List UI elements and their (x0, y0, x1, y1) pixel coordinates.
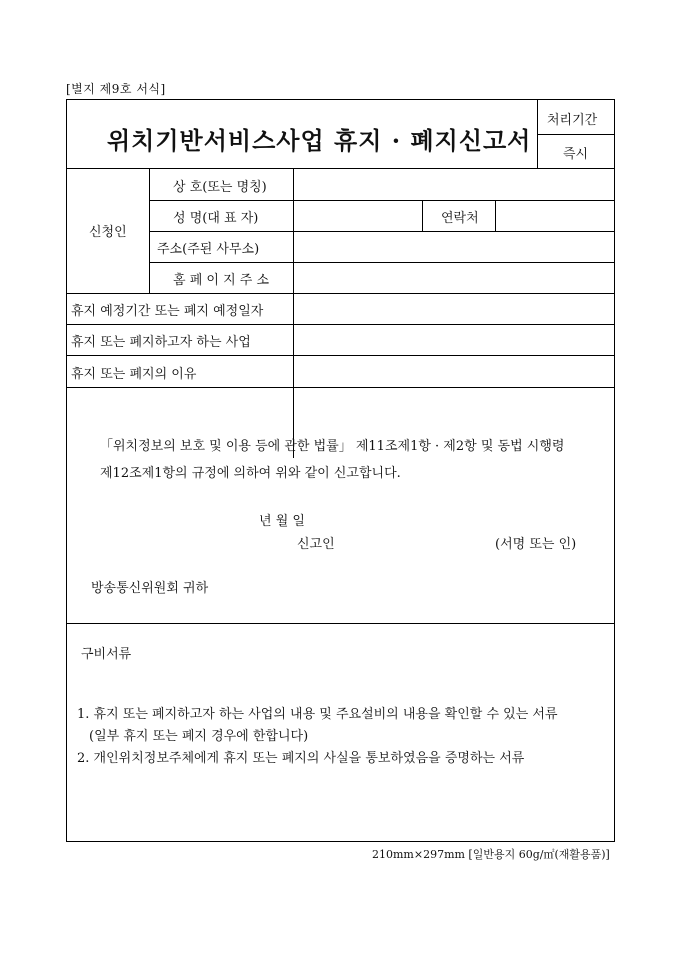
attachment-item-2: 2. 개인위치정보주체에게 휴지 또는 폐지의 사실을 통보하였음을 증명하는 서류 (77, 751, 525, 766)
form-number-label: [별지 제9호 서식] (66, 82, 166, 96)
processing-divider (537, 134, 615, 135)
paper-size-note: 210mm×297mm [일반용지 60g/㎡(재활용품)] (372, 848, 610, 861)
homepage-label: 홈 페 이 지 주 소 (173, 273, 270, 288)
address-label: 주소(주된 사무소) (157, 242, 260, 257)
processing-period-label: 처리기간 (547, 113, 598, 128)
contact-divider-left (422, 200, 423, 231)
business-name-label: 상 호(또는 명칭) (173, 180, 267, 195)
row-line (149, 200, 615, 201)
row-line (67, 387, 615, 388)
row-line (67, 293, 615, 294)
applicant-label: 신청인 (89, 225, 127, 240)
attachment-item-1-note: (일부 휴지 또는 폐지 경우에 한합니다) (89, 729, 309, 744)
contact-divider-right (495, 200, 496, 231)
label-value-divider (293, 168, 294, 458)
recipient-label: 방송통신위원회 귀하 (91, 581, 209, 596)
form-title: 위치기반서비스사업 휴지 · 폐지신고서 (107, 126, 532, 155)
suspension-period-label: 휴지 예정기간 또는 폐지 예정일자 (71, 304, 264, 319)
attachments-heading: 구비서류 (81, 647, 132, 662)
statement-line-2: 제12조제1항의 규정에 의하여 위와 같이 신고합니다. (100, 466, 401, 481)
row-line (67, 355, 615, 356)
row-line (67, 324, 615, 325)
business-to-suspend-label: 휴지 또는 폐지하고자 하는 사업 (71, 335, 251, 350)
section-line (67, 623, 615, 624)
contact-label: 연락처 (441, 211, 479, 226)
processing-period-value: 즉시 (563, 147, 589, 162)
report-form (66, 99, 615, 842)
row-line (149, 231, 615, 232)
statement-line-1: 「위치정보의 보호 및 이용 등에 관한 법률」 제11조제1항 · 제2항 및 동법 시행령 (100, 439, 565, 454)
suspension-reason-label: 휴지 또는 폐지의 이유 (71, 367, 197, 382)
row-line (149, 262, 615, 263)
attachment-item-1: 1. 휴지 또는 폐지하고자 하는 사업의 내용 및 주요설비의 내용을 확인할 수 있는 서류 (77, 707, 558, 722)
reporter-label: 신고인 (297, 537, 335, 552)
signature-label: (서명 또는 인) (495, 537, 577, 552)
date-line: 년 월 일 (259, 514, 305, 529)
representative-label: 성 명(대 표 자) (173, 211, 259, 226)
